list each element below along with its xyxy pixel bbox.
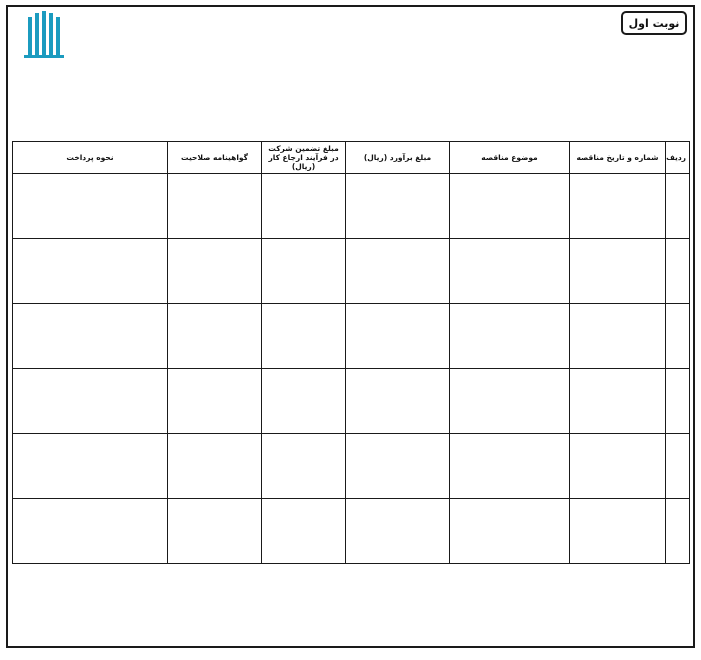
tender-estimate (346, 239, 450, 304)
tender-subject (450, 174, 570, 239)
edition-badge: نوبت اول (621, 11, 687, 35)
tender-certificate (168, 369, 262, 434)
tender-ref (570, 434, 666, 499)
tender-guarantee (262, 239, 346, 304)
table-row (13, 434, 690, 499)
tender-guarantee (262, 499, 346, 564)
tender-ref (570, 174, 666, 239)
column-header: مبلغ برآورد (ریال) (346, 142, 450, 174)
tender-subject (450, 239, 570, 304)
tender-payment (13, 174, 168, 239)
tender-certificate (168, 239, 262, 304)
tender-certificate (168, 499, 262, 564)
tender-estimate (346, 304, 450, 369)
tender-guarantee (262, 304, 346, 369)
tender-certificate (168, 304, 262, 369)
tender-payment (13, 434, 168, 499)
tender-ref (570, 499, 666, 564)
column-header: نحوه پرداخت (13, 142, 168, 174)
table-row (13, 239, 690, 304)
tender-estimate (346, 499, 450, 564)
table-row (13, 174, 690, 239)
row-index (666, 304, 690, 369)
tender-subject (450, 499, 570, 564)
header (8, 7, 693, 125)
tender-ref (570, 239, 666, 304)
table-row (13, 499, 690, 564)
row-index (666, 239, 690, 304)
tender-payment (13, 304, 168, 369)
tender-estimate (346, 434, 450, 499)
column-header: مبلغ تضمین شرکت در فرآیند ارجاع کار (ریال) (262, 142, 346, 174)
row-index (666, 499, 690, 564)
organization-logo-icon (14, 11, 72, 59)
tender-estimate (346, 174, 450, 239)
tender-guarantee (262, 434, 346, 499)
tender-ref (570, 304, 666, 369)
tenders-table (12, 141, 690, 564)
column-header: ردیف (666, 142, 690, 174)
tender-subject (450, 304, 570, 369)
table-header-row (13, 142, 690, 174)
tender-estimate (346, 369, 450, 434)
tender-subject (450, 369, 570, 434)
tender-subject (450, 434, 570, 499)
row-index (666, 369, 690, 434)
table-row (13, 304, 690, 369)
tender-payment (13, 499, 168, 564)
tender-ref (570, 369, 666, 434)
tender-certificate (168, 434, 262, 499)
tender-guarantee (262, 174, 346, 239)
tender-guarantee (262, 369, 346, 434)
column-header: گواهینامه صلاحیت (168, 142, 262, 174)
table-row (13, 369, 690, 434)
row-index (666, 174, 690, 239)
advertisement-page (6, 5, 695, 648)
tender-payment (13, 239, 168, 304)
tender-payment (13, 369, 168, 434)
column-header: موضوع مناقصه (450, 142, 570, 174)
tender-certificate (168, 174, 262, 239)
row-index (666, 434, 690, 499)
column-header: شماره و تاریخ مناقصه (570, 142, 666, 174)
